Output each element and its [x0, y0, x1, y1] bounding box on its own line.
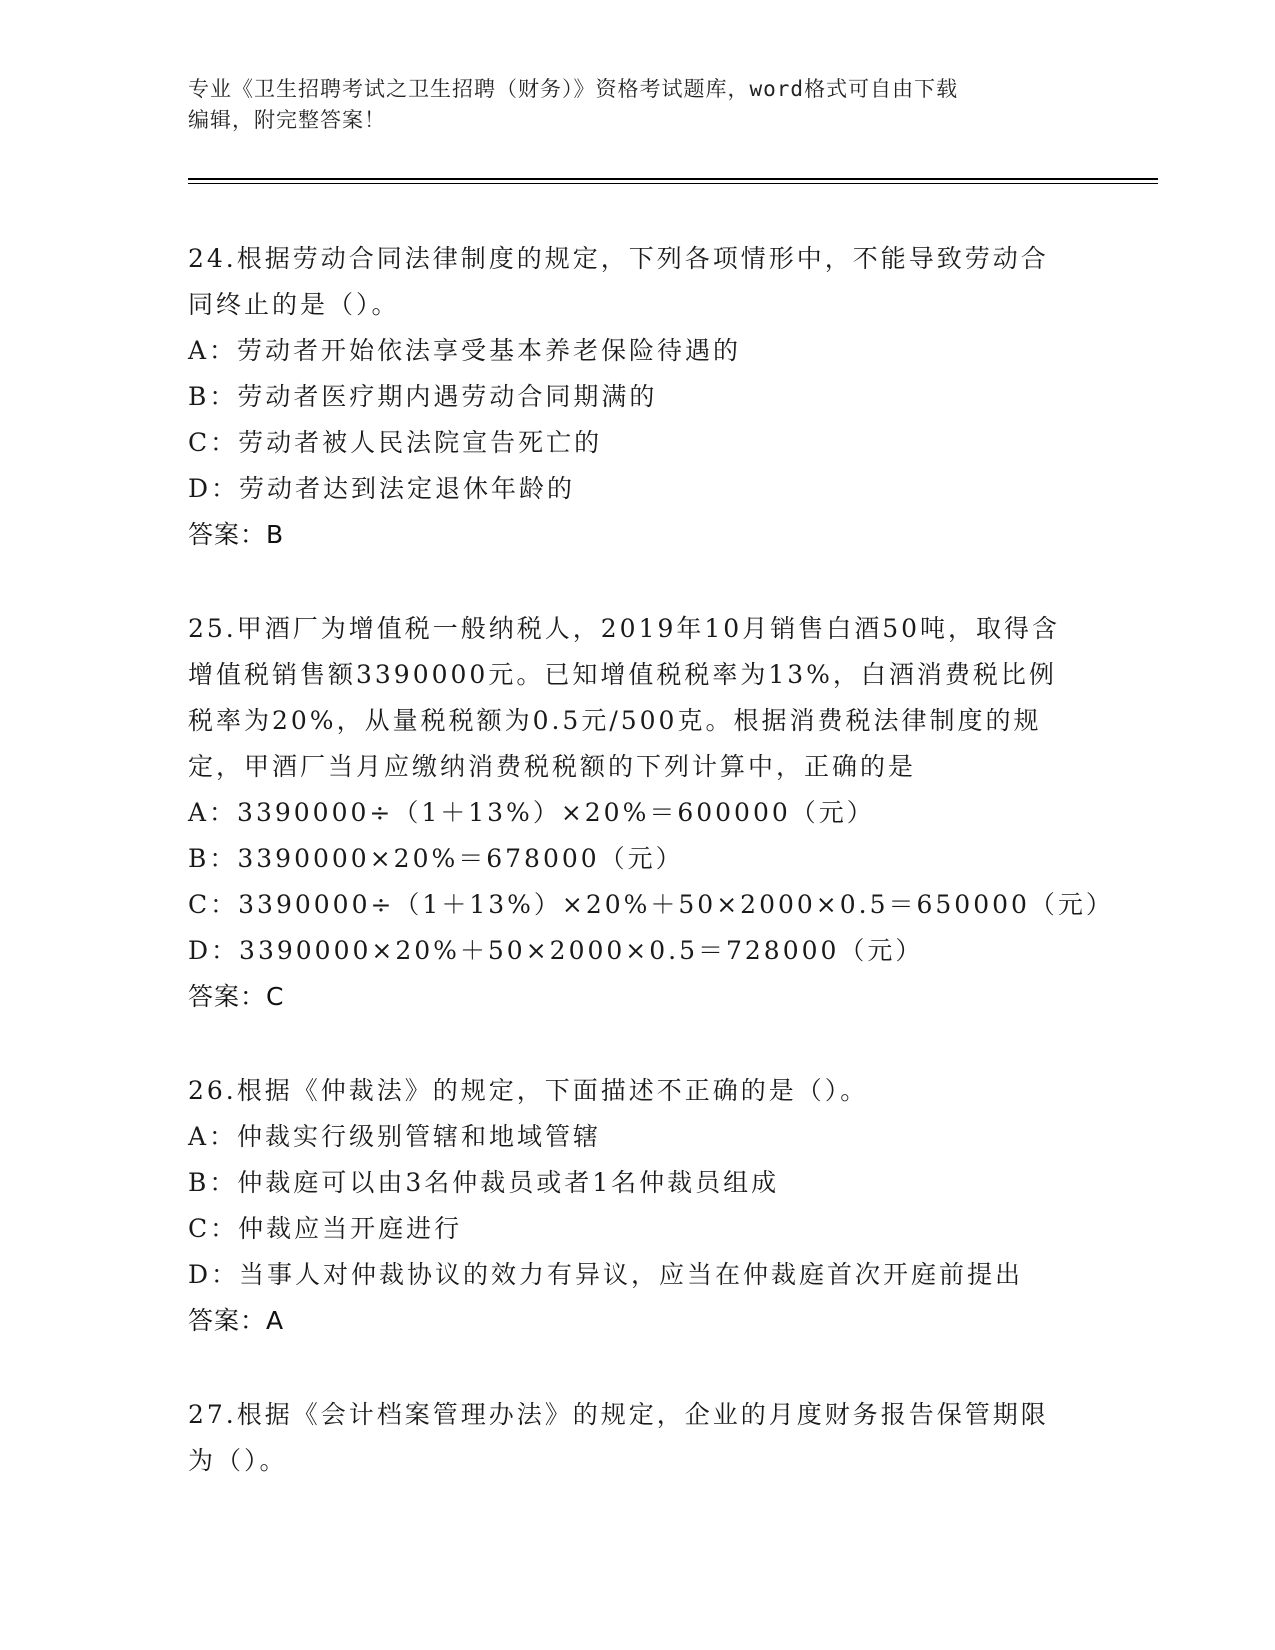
- answer: 答案：B: [188, 520, 285, 549]
- question-text: 24.根据劳动合同法律制度的规定，下列各项情形中，不能导致劳动合: [188, 244, 1049, 273]
- question-text: 增值税销售额3390000元。已知增值税税率为13%，白酒消费税比例: [188, 660, 1057, 689]
- question-text: 26.根据《仲裁法》的规定，下面描述不正确的是（）。: [188, 1076, 869, 1105]
- question-text: 27.根据《会计档案管理办法》的规定，企业的月度财务报告保管期限: [188, 1400, 1049, 1429]
- question-24: [188, 236, 1088, 558]
- question-text: 25.甲酒厂为增值税一般纳税人，2019年10月销售白酒50吨，取得含: [188, 614, 1061, 643]
- header-rule-thin: [188, 183, 1158, 184]
- question-text: 同终止的是（）。: [188, 290, 400, 319]
- option-b: B：劳动者医疗期内遇劳动合同期满的: [188, 382, 658, 411]
- question-25: [188, 606, 1114, 1020]
- option-b: B：3390000×20%＝678000（元）: [188, 844, 684, 873]
- option-c: C：3390000÷（1＋13%）×20%＋50×2000×0.5＝650000（元）: [188, 890, 1114, 919]
- option-c: C：仲裁应当开庭进行: [188, 1214, 463, 1243]
- question-text: 为（）。: [188, 1446, 288, 1475]
- option-d: D：3390000×20%＋50×2000×0.5＝728000（元）: [188, 936, 924, 965]
- option-c: C：劳动者被人民法院宣告死亡的: [188, 428, 603, 457]
- option-a: A：仲裁实行级别管辖和地域管辖: [188, 1122, 602, 1151]
- answer: 答案：A: [188, 1306, 285, 1335]
- question-26: [188, 1068, 1088, 1344]
- question-text: 定，甲酒厂当月应缴纳消费税税额的下列计算中，正确的是: [188, 752, 917, 781]
- answer: 答案：C: [188, 982, 285, 1011]
- option-d: D：当事人对仲裁协议的效力有异议，应当在仲裁庭首次开庭前提出: [188, 1260, 1024, 1289]
- header-line-1: 专业《卫生招聘考试之卫生招聘（财务）》资格考试题库，word格式可自由下载: [188, 77, 959, 101]
- question-text: 税率为20%，从量税税额为0.5元/500克。根据消费税法律制度的规: [188, 706, 1042, 735]
- option-a: A：3390000÷（1＋13%）×20%＝600000（元）: [188, 798, 875, 827]
- document-header: [188, 74, 1088, 136]
- option-a: A：劳动者开始依法享受基本养老保险待遇的: [188, 336, 742, 365]
- header-line-2: 编辑，附完整答案！: [188, 108, 386, 132]
- option-b: B：仲裁庭可以由3名仲裁员或者1名仲裁员组成: [188, 1168, 780, 1197]
- header-rule-thick: [188, 178, 1158, 180]
- question-27: [188, 1392, 1088, 1484]
- question-list: [188, 236, 1114, 1532]
- option-d: D：劳动者达到法定退休年龄的: [188, 474, 576, 503]
